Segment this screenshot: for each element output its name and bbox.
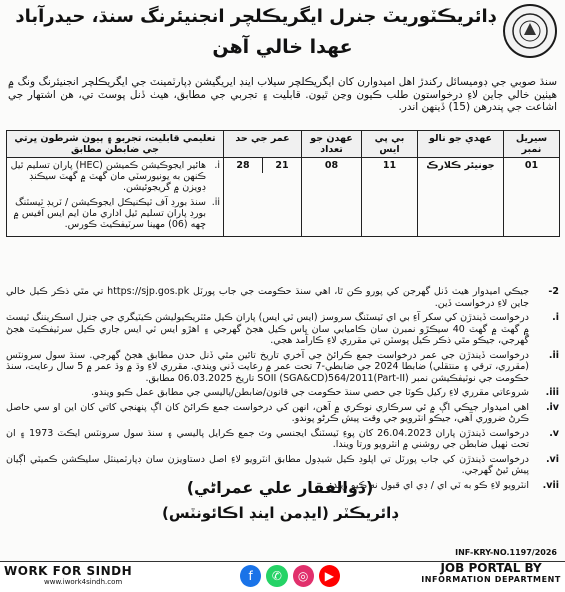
note-index: i.: [552, 312, 559, 323]
table-header-row: [7, 131, 560, 158]
qualification-text: سنڌ بورڊ آف ٽيڪنيڪل ايجوڪيشن / ٽريڊ ٽيسٽنگ بورڊ پاران تسليم ٿيل اداري مان ايم ايس آفيس ۾ ڇهه (06) مهينا سرٽيفڪيٽ ڪورس.: [13, 197, 206, 230]
note-text: درخواست ڏيندڙن جي عمر درخواست جمع ڪرائڻ جي آخري تاريخ تائين مٿي ڏنل حدن مطابق هجڻ گهرجي. سنڌ سول سرونٽس (مقرري، ترقي ۽ منتقلي) ضابطا 2024 جي ضابطي-7 تحت عمر ۾ رعايت ڏني ويندي. مقرري لاءِ وڌ ۾ وڌ عمر ۾ 5 سال رعايت، سنڌ حڪومت جي نوٽيفڪيشن نمبر SOII (SGA&CD)564/2011(Part-II) تاريخ 06.03.2025 مطابق.: [6, 349, 530, 384]
list-item: [6, 454, 559, 477]
header: [0, 0, 565, 70]
qualification-item: [10, 160, 220, 193]
table-row: [7, 158, 560, 237]
vacancy-table: [6, 130, 560, 237]
col-qualification: تعليمي قابليت، تجربو ۽ ٻيون شرطون ڀرتي جي ضابطن مطابق: [7, 131, 224, 158]
note-text: جيڪي اميدوار هيٺ ڏنل گهرجن کي پورو ڪن ٿا، اهي سنڌ حڪومت جي جاب پورٽل https://sjp.gos.pk تي مٿي ذڪر ڪيل خالي جاين لاءِ درخواست ڏين.: [6, 286, 529, 309]
job-portal-title: JOB PORTAL BY: [440, 561, 542, 575]
cell-min-age: 21: [262, 158, 301, 173]
qualification-index: ii.: [211, 197, 220, 208]
work-for-sindh-title: WORK FOR SINDH: [4, 564, 133, 578]
qualification-text: هائير ايجوڪيشن ڪميشن (HEC) پاران تسليم ٿيل ڪنهن به يونيورسٽي مان گهٽ ۾ گهٽ سيڪنڊ ڊويزن ۾ گريجوئيشن.: [10, 160, 206, 193]
col-age: عمر جي حد: [224, 131, 302, 158]
note-index: ii.: [548, 349, 559, 361]
note-index: vi.: [545, 453, 559, 465]
note-index: v.: [549, 427, 559, 439]
facebook-icon[interactable]: f: [240, 565, 261, 587]
cell-count: 08: [302, 158, 362, 237]
col-bps: بي پي ايس: [362, 131, 418, 158]
instagram-icon[interactable]: ◎: [293, 565, 314, 587]
signatory-designation: ڊائريڪٽر (ايڊمن اينڊ اڪائونٽس): [161, 504, 398, 522]
reference-number: INF-KRY-NO.1197/2026: [455, 548, 557, 557]
col-post: عهدي جو نالو: [418, 131, 504, 158]
note-text: درخواست ڏيندڙن کي جاب پورٽل تي اپلوڊ ڪيل شيڊول مطابق انٽرويو لاءِ اصل دستاويزن سان ڊپارٽمينٽل سليڪشن ڪميٽي اڳيان پيش ٿيڻ گهرجي.: [6, 453, 529, 476]
note-text: شروعاتي مقرري لاءِ رکيل ڪوٽا جي حصي سنڌ حڪومت جي قانون/ضابطن/پاليسي جي مطابق عمل ڪيو ويندو.: [91, 387, 529, 398]
note-index: iv.: [545, 401, 559, 413]
cell-qualifications: [7, 158, 224, 237]
intro-paragraph: سنڌ صوبي جي ڊوميسائل رکندڙ اهل اميدوارن کان ايگريڪلچر سيلاب اينڊ ايريگيشن ڊپارٽمينٽ جي ايگريڪلچر انجنيئرنگ ونگ ۾ هيٺين خالي جاين لاءِ درخواستون طلب ڪيون وڃن ٿيون. قابليت ۽ تجربي جي مطابق، هيٺ ڏنل پوسٽ تي، هن اشتهار جي اشاعت جي پندرهن (15) ڏينهن اندر.: [8, 76, 557, 113]
note-index: 2-: [548, 286, 559, 297]
directorate-title: ڊائريڪٽوريٽ جنرل ايگريڪلچر انجنيئرنگ سنڌ، حيدرآباد: [15, 6, 496, 27]
job-portal-brand: [421, 562, 561, 586]
col-count: عهدن جو تعداد: [302, 131, 362, 158]
cell-max-age: 28: [236, 160, 250, 171]
note-text: درخواست ڏيندڙن کي سکر آءِ بي اي ٽيسٽنگ سروسز (ايس ٽي ايس) پاران ڪيل مئٽريڪيوليشن ڪيٽيگري جي جنرل اسڪريننگ ٽيسٽ ۾ گهٽ ۾ گهٽ 40 سيڪڙو نمبرن سان ڪاميابي سان پاس ڪيل هجڻ گهرجي ۽ اهڙو ايس ٽي ايس جاري ڪيل سرٽيفڪيٽ هجڻ گهرجي، جيڪو مٿي ذڪر ڪيل پوسٽن تي مقرري لاءِ ڪارآمد هجي.: [6, 312, 530, 346]
note-index: vii.: [542, 479, 559, 491]
work-for-sindh-url[interactable]: www.iwork4sindh.com: [44, 578, 123, 586]
cell-post: جونيئر ڪلارڪ: [418, 158, 504, 237]
sindh-government-logo: [503, 4, 557, 58]
list-item: [6, 428, 559, 451]
qualification-item: [10, 197, 220, 230]
qualification-index: i.: [214, 160, 220, 171]
social-icons: [240, 565, 340, 589]
list-item: [6, 286, 559, 309]
work-for-sindh-brand: [4, 564, 132, 586]
signatory-name: (ذوالفقار علي عمراڻي): [186, 478, 374, 497]
whatsapp-icon[interactable]: ✆: [266, 565, 287, 587]
list-item: [6, 312, 559, 347]
footer-banner: [0, 561, 565, 592]
note-index: iii.: [545, 387, 559, 398]
note-text: اهي اميدوار جيڪي اڳ ۾ ئي سرڪاري نوڪري ۾ آهن، انهن کي درخواست جمع ڪرائڻ کان اڳ پنهنجي کاتي کان اين او سي حاصل ڪرڻ ضروري آهي، جيڪو انٽرويو جي وقت پيش ڪرڻو پوندو.: [6, 401, 529, 424]
cell-age: [224, 158, 302, 237]
youtube-icon[interactable]: ▶: [319, 565, 340, 587]
list-item: [6, 387, 559, 399]
note-text: درخواست ڏيندڙن پاران 26.04.2023 کان پوءِ ٽيسٽنگ ايجنسي وٽ جمع ڪرايل پاليسي ۽ سنڌ سول سرونٽس ايڪٽ 1973 ۽ ان تحت ٺهيل ضابطن جي روشني ۾ انٽرويو ورتا ويندا.: [6, 427, 529, 450]
list-item: [6, 402, 559, 425]
note-text: انٽرويو لاءِ ڪو به ٽي اي / ڊي اي قبول نه ڪيو ويندو.: [325, 479, 529, 491]
cell-serial: 01: [504, 158, 560, 237]
col-serial: سيريل نمبر: [504, 131, 560, 158]
vacancies-subtitle: عهدا خالي آهن: [212, 36, 353, 58]
list-item: [6, 350, 559, 385]
cell-bps: 11: [362, 158, 418, 237]
information-department-label: INFORMATION DEPARTMENT: [421, 575, 561, 584]
